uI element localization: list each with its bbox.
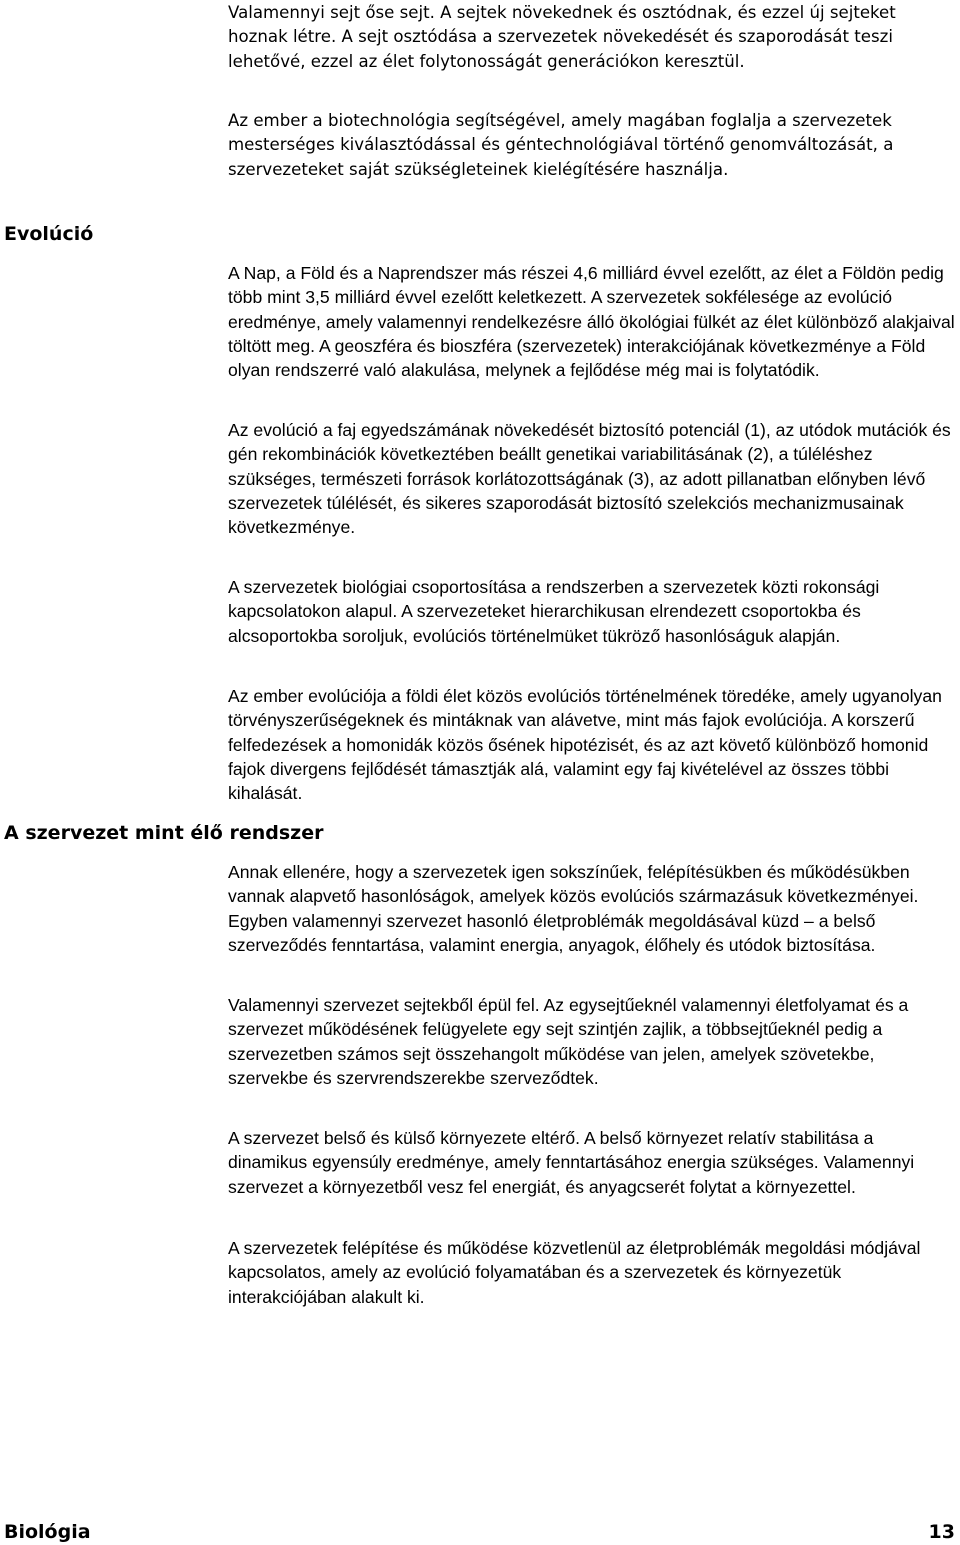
paragraph-evolution-factors: Az evolúció a faj egyedszámának növekedését biztosító potenciál (1), az utódok mutációk és gén rekombinációk következtében beállt genetikai variabilitásának (2), a túléléshez szükséges, természeti források korlátozottságának (3), az adott pillanatban előnyben lévő szervezetek túlélését, és sikeres szaporodását biztosító szelekciós mechanizmusainak következménye. <box>228 420 951 538</box>
paragraph-origin-of-earth: A Nap, a Föld és a Naprendszer más részei 4,6 milliárd évvel ezelőtt, az élet a Földön pedig több mint 3,5 milliárd évvel ezelőtt keletkezett. A szervezetek sokfélesége az evolúció eredménye, amely valamennyi rendelkezésre álló ökológiai fülkét az élet különböző alakjaival töltött meg. A geoszféra és bioszféra (szervezetek) interakciójának következménye a Föld olyan rendszerré való alakulása, melynek a fejlődése még mai is folytatódik. <box>228 263 955 381</box>
paragraph-classification: A szervezetek biológiai csoportosítása a rendszerben a szervezetek közti rokonsági kapcsolatokon alapul. A szervezeteket hierarchikusan elrendezett csoportokba és alcsoportokba soroljuk, evolúciós történelmüket tükröző hasonlóságuk alapján. <box>228 577 880 646</box>
paragraph-structure-function: A szervezetek felépítése és működése közvetlenül az életproblémák megoldási módjával kapcsolatos, amely az evolúció folyamatában és a szervezetek és környezetük interakciójában alakult ki. <box>228 1238 921 1307</box>
paragraph-cell-division: Valamennyi sejt őse sejt. A sejtek növekednek és osztódnak, és ezzel új sejteket hoznak létre. A sejt osztódása a szervezetek növekedését és szaporodását teszi lehetővé, ezzel az élet folytonosságát generációkon keresztül. <box>228 3 896 71</box>
section-heading-szervezet: A szervezet mint élő rendszer <box>4 822 324 844</box>
paragraph-cells: Valamennyi szervezet sejtekből épül fel. Az egysejtűeknél valamennyi életfolyamat és a szervezet működésének felügyelete egy sejt szintjén zajlik, a többsejtűeknél pedig a szervezetben számos sejt összehangolt működése van jelen, amelyek szövetekbe, szervekbe és szervrendszerekbe szerveződtek. <box>228 995 909 1088</box>
footer-subject: Biológia <box>4 1521 91 1543</box>
paragraph-human-evolution: Az ember evolúciója a földi élet közös evolúciós történelmének töredéke, amely ugyanolyan törvényszerűségeknek és mintáknak van alávetve, mint más fajok evolúciója. A korszerű felfedezések a homonidák közös ősének hipotézisét, és az azt követő különböző homonid fajok divergens fejlődését támasztják alá, valamint egy faj kivételével az összes többi kihalását. <box>228 686 942 804</box>
section-heading-evolucio: Evolúció <box>4 223 94 245</box>
paragraph-environment: A szervezet belső és külső környezete eltérő. A belső környezet relatív stabilitása a dinamikus egyensúly eredménye, amely fenntartásához energia szükséges. Valamennyi szervezet a környezetből vesz fel energiát, és anyagcserét folytat a környezettel. <box>228 1128 915 1197</box>
paragraph-biotechnology: Az ember a biotechnológia segítségével, amely magában foglalja a szervezetek mesterséges kiválasztódással és géntechnológiával történő genomváltozását, a szervezeteket saját szükségleteinek kielégítésére használja. <box>228 111 894 179</box>
page-footer <box>0 1519 960 1545</box>
page-number: 13 <box>928 1521 955 1543</box>
paragraph-common-features: Annak ellenére, hogy a szervezetek igen sokszínűek, felépítésükben és működésükben vannak alapvető hasonlóságok, amelyek közös evolúciós származásuk következményei. Egyben valamennyi szervezet hasonló életproblémák megoldásával küzd – a belső szerveződés fenntartása, valamint energia, anyagok, élőhely és utódok biztosítása. <box>228 862 919 955</box>
